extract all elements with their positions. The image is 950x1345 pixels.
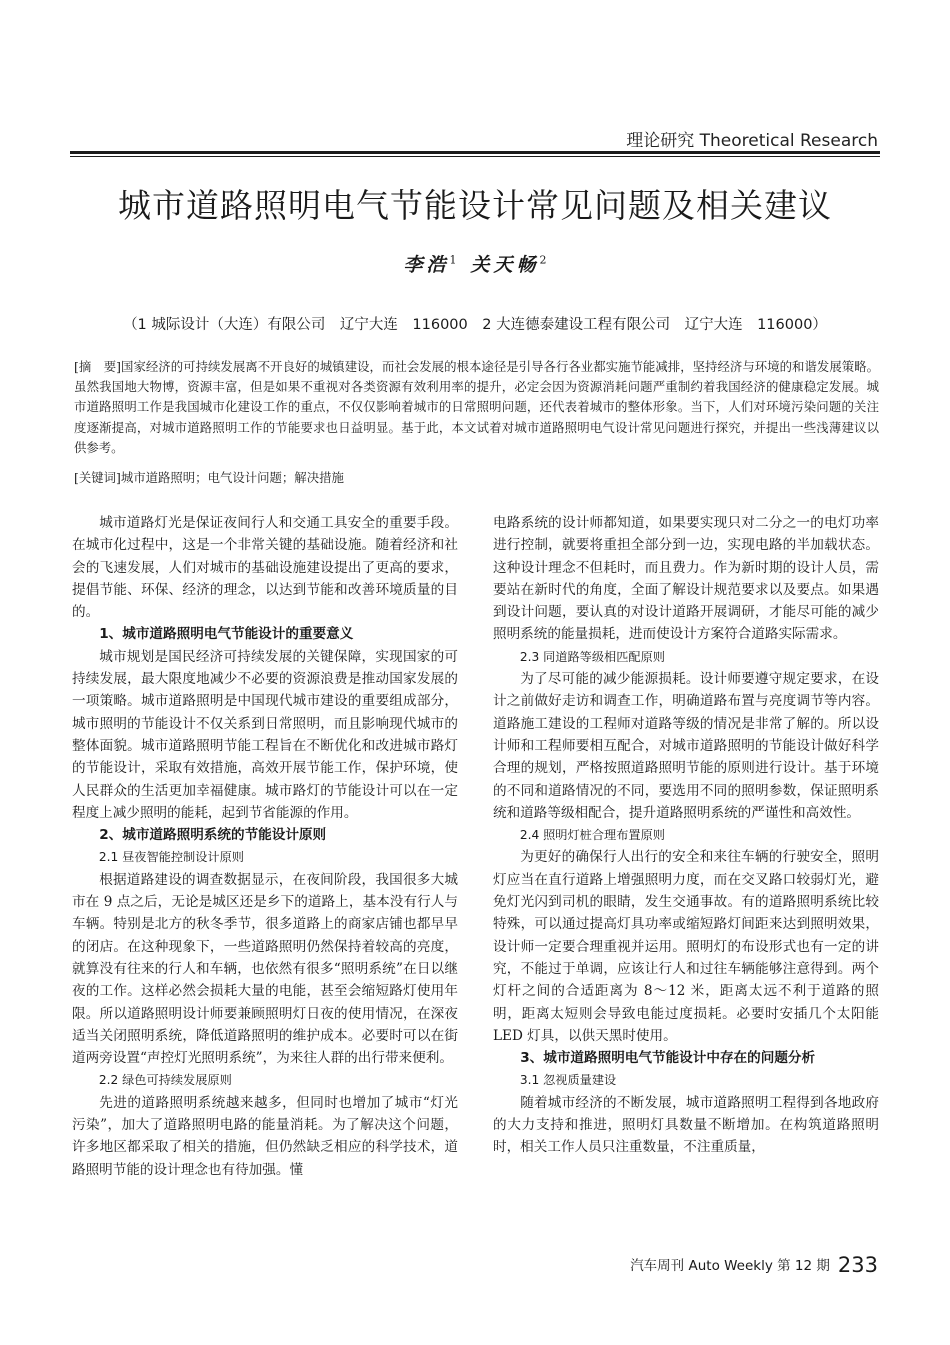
section-2-heading: 2、城市道路照明系统的节能设计原则 — [99, 827, 327, 844]
header-rule-thick — [70, 151, 880, 154]
keywords-text: 城市道路照明；电气设计问题；解决措施 — [120, 470, 344, 485]
section-1-paragraph: 城市规划是国民经济可持续发展的关键保障，实现国家的可持续发展，最大限度地减少不必要的资源浪费是推动国家发展的一项策略。城市道路照明是中国现代城市建设的重要组成部分，城市照明的节能设计不仅关系到日常照明，而且影响现代城市的整体面貌。城市道路照明节能工程旨在不断优化和改进城市路灯的节能设计，采取有效措施，高效开展节能工作，保护环境，使人民群众的生活更加幸福健康。城市路灯的节能设计可以在一定程度上减少照明的能耗，起到节省能源的作用。 — [72, 648, 458, 821]
right-column — [493, 512, 879, 1159]
section-2-4-paragraph: 为更好的确保行人出行的安全和来往车辆的行驶安全，照明灯应当在直行道路上增强照明力度，而在交叉路口较弱灯光，避免灯光闪到司机的眼睛，发生交通事故。有的道路照明系统比较特殊，可以通过提高灯具功率或缩短路灯间距来达到照明效果，设计师一定要合理重视并运用。照明灯的布设形式也有一定的讲究，不能过于单调，应该让行人和过往车辆能够注意得到。两个灯杆之间的合适距离为 8～12 米，距离太远不利于道路的照明，距离太短则会导致电能过度损耗。必要时安插几个太阳能 LED 灯具，以供天黑时使用。 — [493, 849, 879, 1044]
abstract — [74, 357, 879, 458]
section-2-4-heading: 2.4 照明灯桩合理布置原则 — [519, 828, 665, 843]
page-footer — [630, 1253, 878, 1277]
header-rule-thin — [70, 156, 880, 157]
affiliation: （1 城际设计（大连）有限公司 辽宁大连 116000 2 大连德泰建设工程有限公司 辽宁大连 116000） — [123, 317, 827, 333]
keywords — [74, 468, 879, 488]
author-sup: 1 — [449, 253, 457, 267]
intro-paragraph: 城市道路灯光是保证夜间行人和交通工具安全的重要手段。在城市化过程中，这是一个非常关键的基础设施。随着经济和社会的飞速发展，人们对城市的基础设施建设提出了更高的要求，提倡节能、环保、经济的理念，以达到节能和改善环境质量的目的。 — [72, 515, 458, 621]
abstract-text: 国家经济的可持续发展离不开良好的城镇建设，而社会发展的根本途径是引导各行各业都实施节能减排，坚持经济与环境的和谐发展策略。虽然我国地大物博，资源丰富，但是如果不重视对各类资源有效利用率的提升，必定会因为资源消耗问题严重制约着我国经济的健康稳定发展。城市道路照明工作是我国城市化建设工作的重点，不仅仅影响着城市的日常照明问题，还代表着城市的整体形象。当下，人们对环境污染问题的关注度逐渐提高，对城市道路照明工作的节能要求也日益明显。基于此，本文试着对城市道路照明电气设计常见问题进行探究，并提出一些浅薄建议以供参考。 — [74, 359, 879, 455]
section-2-2-heading: 2.2 绿色可持续发展原则 — [98, 1073, 232, 1088]
page-number: 233 — [837, 1253, 878, 1277]
section-1-heading: 1、城市道路照明电气节能设计的重要意义 — [99, 626, 354, 643]
author-name: 关天畅 — [470, 254, 540, 276]
section-3-1-paragraph: 随着城市经济的不断发展，城市道路照明工程得到各地政府的大力支持和推进，照明灯具数量不断增加。在构筑道路照明时，相关工作人员只注重数量，不注重质量， — [493, 1094, 879, 1156]
section-2-3-heading: 2.3 同道路等级相匹配原则 — [519, 649, 665, 664]
section-2-1-heading: 2.1 昼夜智能控制设计原则 — [98, 850, 244, 865]
section-3-1-heading: 3.1 忽视质量建设 — [519, 1073, 617, 1088]
section-2-3-paragraph: 为了尽可能的减少能源损耗。设计师要遵守规定要求，在设计之前做好走访和调查工作，明确道路布置与亮度调节等内容。道路施工建设的工程师对道路等级的情况是非常了解的。所以设计师和工程师要相互配合，对城市道路照明的节能设计做好科学合理的规划，严格按照道路照明节能的原则进行设计。基于环境的不同和道路情况的不同，要选用不同的照明参数，保证照明系统和道路等级相配合，提升道路照明系统的严谨性和高效性。 — [493, 671, 879, 821]
abstract-label: [摘 要] — [74, 359, 121, 374]
section-3-heading: 3、城市道路照明电气节能设计中存在的问题分析 — [520, 1050, 816, 1067]
footer-journal: 汽车周刊 Auto Weekly 第 12 期 — [630, 1258, 830, 1274]
article-title: 城市道路照明电气节能设计常见问题及相关建议 — [118, 186, 832, 225]
author-sup: 2 — [539, 253, 547, 267]
section-2-1-paragraph: 根据道路建设的调查数据显示，在夜间阶段，我国很多大城市在 9 点之后，无论是城区还是乡下的道路上，基本没有行人与车辆。特别是北方的秋冬季节，很多道路上的商家店铺也都早早的闭店。在这种现象下，一些道路照明仍然保持着较高的亮度，就算没有往来的行人和车辆，也依然有很多“照明系统”在日以继夜的工作。这样必然会损耗大量的电能，甚至会缩短路灯使用年限。所以道路照明设计师要兼顾照明灯日夜的使用情况，在深夜适当关闭照明系统，降低道路照明的维护成本。必要时可以在街道两旁设置“声控灯光照明系统”，为来往人群的出行带来便利。 — [72, 871, 458, 1067]
author-name: 李浩 — [403, 254, 450, 276]
section-2-2-paragraph: 先进的道路照明系统越来越多，但同时也增加了城市“灯光污染”，加大了道路照明电路的能量消耗。为了解决这个问题，许多地区都采取了相关的措施，但仍然缺乏相应的科学技术，道路照明节能的设计理念也有待加强。懂 — [72, 1094, 458, 1178]
keywords-label: [关键词] — [74, 470, 121, 485]
authors — [0, 250, 950, 277]
left-column — [72, 512, 458, 1181]
section-2-2-continued: 电路系统的设计师都知道，如果要实现只对二分之一的电灯功率进行控制，就要将重担全部分到一边，实现电路的半加载状态。这种设计理念不但耗时，而且费力。作为新时期的设计人员，需要站在新时代的角度，全面了解设计规范要求以及要点。如果遇到设计问题，要认真的对设计道路开展调研，才能尽可能的减少照明系统的能量损耗，进而使设计方案符合道路实际需求。 — [493, 515, 879, 643]
running-header: 理论研究 Theoretical Research — [626, 131, 878, 151]
